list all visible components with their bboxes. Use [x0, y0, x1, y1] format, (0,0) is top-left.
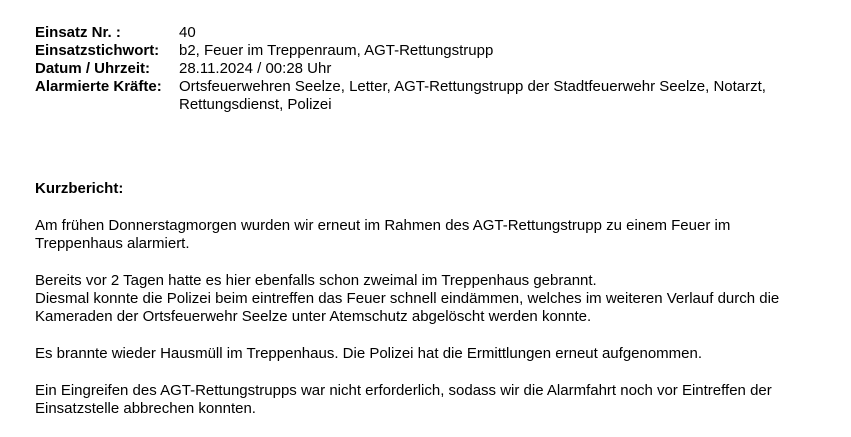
meta-value: 40: [179, 24, 196, 41]
report-heading: Kurzbericht:: [35, 180, 124, 197]
paragraph-line: Es brannte wieder Hausmüll im Treppenhaus. Die Polizei hat die Ermittlungen erneut aufgenommen.: [35, 345, 703, 362]
meta-row-keyword: [35, 42, 825, 60]
meta-value-line: Ortsfeuerwehren Seelze, Letter, AGT-Rettungstrupp der Stadtfeuerwehr Seelze, Notarzt,: [179, 78, 766, 95]
paragraph-line: Bereits vor 2 Tagen hatte es hier ebenfalls schon zweimal im Treppenhaus gebrannt.: [35, 272, 597, 289]
incident-metadata: [35, 24, 825, 114]
meta-label: Einsatzstichwort:: [35, 42, 160, 59]
report-paragraph: [35, 345, 835, 363]
report-paragraph: [35, 382, 835, 418]
meta-row-units: [35, 78, 825, 114]
meta-value: [179, 78, 825, 114]
meta-row-datetime: [35, 60, 825, 78]
short-report: [35, 180, 835, 437]
meta-label: Alarmierte Kräfte:: [35, 78, 162, 95]
paragraph-line: Diesmal konnte die Polizei beim eintreffen das Feuer schnell eindämmen, welches im weiteren Verlauf durch die: [35, 290, 780, 307]
meta-value: b2, Feuer im Treppenraum, AGT-Rettungstrupp: [179, 42, 494, 59]
meta-value-line: Rettungsdienst, Polizei: [179, 96, 332, 113]
paragraph-line: Ein Eingreifen des AGT-Rettungstrupps war nicht erforderlich, sodass wir die Alarmfahrt noch vor Eintreffen der: [35, 382, 772, 399]
paragraph-line: Treppenhaus alarmiert.: [35, 235, 190, 252]
paragraph-line: Einsatzstelle abbrechen konnten.: [35, 400, 256, 417]
report-paragraph: [35, 272, 835, 326]
paragraph-line: Kameraden der Ortsfeuerwehr Seelze unter Atemschutz abgelöscht werden konnte.: [35, 308, 592, 325]
meta-label: Einsatz Nr. :: [35, 24, 121, 41]
paragraph-line: Am frühen Donnerstagmorgen wurden wir erneut im Rahmen des AGT-Rettungstrupp zu einem Feuer im: [35, 217, 731, 234]
report-paragraph: [35, 217, 835, 253]
meta-value: 28.11.2024 / 00:28 Uhr: [179, 60, 332, 77]
meta-row-incident-number: [35, 24, 825, 42]
meta-label: Datum / Uhrzeit:: [35, 60, 151, 77]
